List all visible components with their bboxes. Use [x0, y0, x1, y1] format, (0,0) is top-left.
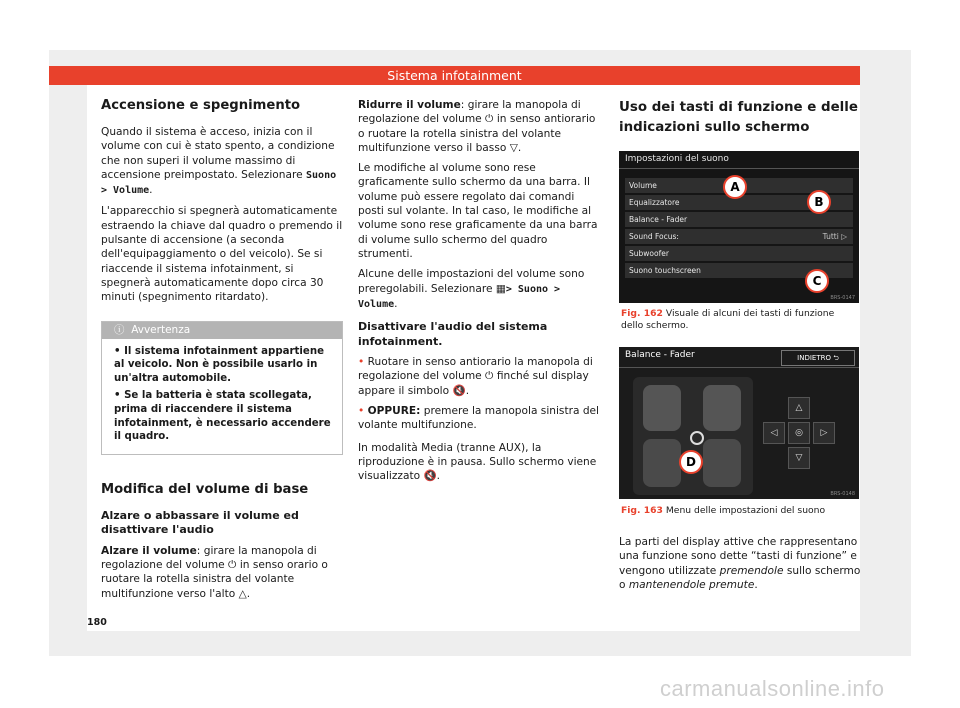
power-icon: ⏻ [485, 370, 494, 383]
paragraph-barra: Le modifiche al volume sono rese graficamente sullo schermo da una barra. Il volume può essere regolato dai comandi posti sul volante. In tal caso, le modifiche al volume sono rese graficamente da una barra di volume sullo schermo del quadro strumenti. [358, 162, 598, 260]
caption-fig-162: Fig. 162 Visuale di alcuni dei tasti di funzione dello schermo. [621, 308, 835, 331]
down-triangle-icon: ▽ [509, 141, 518, 154]
menu-row-balance[interactable]: Balance - Fader [625, 212, 853, 227]
figure-tag: BRS-0148 [830, 491, 855, 497]
paragraph-spegnimento: L'apparecchio si spegnerà automaticamente estraendo la chiave dal quadro o premendo il pulsante di accensione (a seconda dell'equipaggiamento o del veicolo). Se si riaccende il sistema infotainment, si spegnerà automaticamente dopo circa 30 minuti (spegnimento ritardato). [101, 205, 343, 304]
section-title-volume: Modifica del volume di base [101, 481, 309, 497]
info-icon: ⓘ [114, 323, 125, 336]
mute-icon: 🔇 [423, 470, 437, 483]
play-arrow-icon: ▷ [841, 232, 847, 241]
paragraph-alzare: Alzare il volume: girare la manopola di regolazione del volume ⏻ in senso orario o ruotare la rotella sinistra del volante multifunzione verso l'alto △. [101, 544, 328, 600]
figure-162-screen [619, 151, 859, 303]
up-triangle-icon: △ [238, 587, 247, 600]
paragraph-accensione: Quando il sistema è acceso, inizia con il volume con cui è stato spento, a condizione che non superi il volume massimo di accensione preimpostato. Selezionare Suono > Volume. [101, 126, 337, 197]
back-arrow-icon: ⮌ [833, 354, 839, 362]
left-column [101, 97, 343, 607]
menu-grid-icon: ▦ [495, 282, 506, 295]
menu-row-subwoofer[interactable]: Subwoofer [625, 246, 853, 261]
up-arrow-button[interactable]: △ [788, 397, 810, 419]
sound-focus-value: Tutti ▷ [822, 232, 847, 241]
callout-d: D [679, 450, 703, 474]
down-arrow-button[interactable]: ▽ [788, 447, 810, 469]
menu-row-suono-touchscreen[interactable]: Suono touchscreen [625, 263, 853, 278]
callout-a: A [723, 175, 747, 199]
right-column [619, 98, 859, 148]
warning-box [101, 321, 343, 455]
left-arrow-button[interactable]: ◁ [763, 422, 785, 444]
paragraph-preregolabili: Alcune delle impostazioni del volume sono preregolabili. Selezionare ▦> Suono > Volume. [358, 268, 585, 310]
warning-header: ⓘ Avvertenza [102, 322, 342, 339]
page-header: Sistema infotainment [49, 66, 860, 85]
screen-title: Impostazioni del suono [625, 154, 729, 164]
section-title-tasti: Uso dei tasti di funzione e delle indicazioni sullo schermo [619, 100, 858, 135]
menu-path: Suono > Volume [101, 169, 337, 197]
callout-c: C [805, 269, 829, 293]
paragraph-ridurre: Ridurre il volume: girare la manopola di regolazione del volume ⏻ in senso antiorario o ruotare la rotella sinistra del volante multifunzione verso il basso ▽. [358, 99, 596, 154]
menu-row-equalizzatore[interactable]: Equalizzatore [625, 195, 853, 210]
center-button[interactable]: ◎ [788, 422, 810, 444]
menu-row-volume[interactable]: Volume [625, 178, 853, 193]
mute-icon: 🔇 [452, 384, 466, 397]
balance-target-icon[interactable] [690, 431, 704, 445]
figure-163-screen [619, 347, 859, 499]
bullet-ruotare: • Ruotare in senso antiorario la manopola di regolazione del volume ⏻ finché sul display appare il simbolo 🔇. [358, 356, 593, 397]
power-icon: ⏻ [485, 113, 494, 126]
screen-title: Balance - Fader [625, 350, 695, 360]
subhead-volume: Alzare o abbassare il volume ed disattivare l'audio [101, 508, 299, 537]
paragraph-media: In modalità Media (tranne AUX), la riproduzione è in pausa. Sullo schermo viene visualizzato 🔇. [358, 441, 597, 483]
warning-item: • Se la batteria è stata scollegata, prima di riaccendere il sistema infotainment, è necessario accendere il quadro. [114, 390, 331, 443]
menu-row-sound-focus[interactable]: Sound Focus: Tutti ▷ [625, 229, 853, 244]
back-button[interactable]: INDIETRO ⮌ [781, 350, 855, 366]
section-title-accensione: Accensione e spegnimento [101, 98, 301, 113]
callout-b: B [807, 190, 831, 214]
middle-column [358, 98, 602, 490]
watermark: carmanualsonline.info [660, 676, 885, 701]
figure-tag: BRS-0147 [830, 295, 855, 301]
warning-body [102, 339, 342, 454]
car-seats-illustration [633, 377, 753, 495]
caption-fig-163: Fig. 163 Menu delle impostazioni del suono [621, 505, 826, 516]
bullet-oppure: • OPPURE: premere la manopola sinistra del volante multifunzione. [358, 405, 600, 432]
power-icon: ⏻ [228, 559, 237, 572]
paragraph-tasti: La parti del display attive che rappresentano una funzione sono dette “tasti di funzione” e vengono utilizzate premendole sullo schermo o mantenendole premute. [619, 536, 861, 591]
page-number: 180 [87, 617, 107, 628]
subhead-disattivare: Disattivare l'audio del sistema infotainment. [358, 320, 548, 348]
warning-item: • Il sistema infotainment appartiene al veicolo. Non è possibile usarlo in un'altra automobile. [114, 345, 324, 384]
right-arrow-button[interactable]: ▷ [813, 422, 835, 444]
